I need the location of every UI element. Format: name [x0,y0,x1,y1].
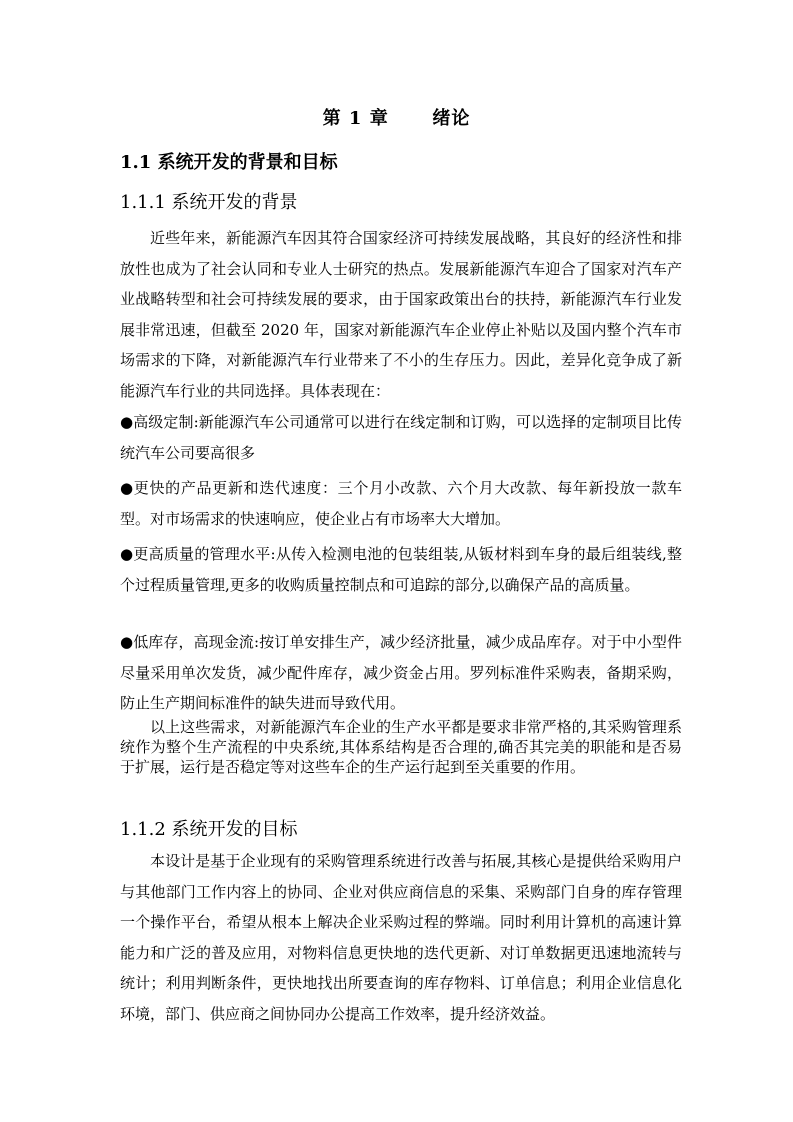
chapter-title: 第 1 章 绪论 [322,108,471,129]
section-heading-1-1: 1.1 系统开发的背景和目标 [120,152,338,173]
bullet-low-inventory: ●低库存，高现金流:按订单安排生产，减少经济批量，减少成品库存。对于中小型件尽量采用单次发货，减少配件库存，减少资金占用。罗列标准件采购表，备期采购，防止生产期间标准件的缺失进而导致代用。 [120,633,682,712]
bullet-quality-management: ●更高质量的管理水平:从传入检测电池的包装组装,从钣材料到车身的最后组装线,整个过程质量管理,更多的收购质量控制点和可追踪的部分,以确保产品的高质量。 [120,545,682,594]
background-conclusion-paragraph: 以上这些需求，对新能源汽车企业的生产水平都是要求非常严格的,其采购管理系统作为整个生产流程的中央系统,其体系结构是否合理的,确否其完美的职能和是否易于扩展，运行是否稳定等对这些车企的生产运行起到至关重要的作用。 [120,718,682,776]
goal-paragraph: 本设计是基于企业现有的采购管理系统进行改善与拓展,其核心是提供给采购用户与其他部门工作内容上的协同、企业对供应商信息的采集、采购部门自身的库存管理一个操作平台，希望从根本上解决企业采购过程的弊端。同时利用计算机的高速计算能力和广泛的普及应用，对物料信息更快地的迭代更新、对订单数据更迅速地流转与统计；利用判断条件，更快地找出所要查询的库存物料、订单信息；利用企业信息化环境，部门、供应商之间协同办公提高工作效率，提升经济效益。 [120,852,682,1023]
bullet-fast-iteration: ●更快的产品更新和迭代速度：三个月小改款、六个月大改款、每年新投放一款车型。对市场需求的快速响应，使企业占有市场率大大增加。 [120,479,682,528]
bullet-custom-order: ●高级定制:新能源汽车公司通常可以进行在线定制和订购，可以选择的定制项目比传统汽车公司要高很多 [120,413,682,462]
section-heading-1-1-2: 1.1.2 系统开发的目标 [120,819,298,840]
section-heading-1-1-1: 1.1.1 系统开发的背景 [120,192,298,213]
background-intro-paragraph: 近些年来，新能源汽车因其符合国家经济可持续发展战略，其良好的经济性和排放性也成为了社会认同和专业人士研究的热点。发展新能源汽车迎合了国家对汽车产业战略转型和社会可持续发展的要求，由于国家政策出台的扶持，新能源汽车行业发展非常迅速，但截至 2020 年，国家对新能源汽车企业停止补贴以及国内整个汽车市场需求的下降，对新能源汽车行业带来了不小的生存压力。因此，差异化竞争成了新能源汽车行业的共同选择。具体表现在： [120,229,682,400]
